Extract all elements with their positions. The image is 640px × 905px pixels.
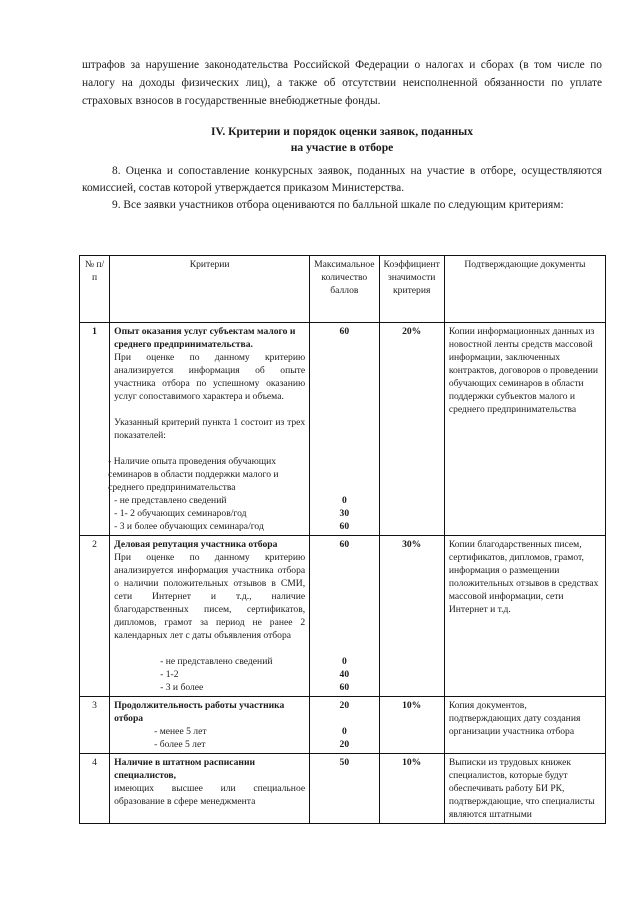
- intro-paragraph: штрафов за нарушение законодательства Российской Федерации о налогах и сборах (в том числе по налогу на доходы физических лиц), а также об отсутствии неисполненной обязанности по уплате страховых взносов в государственные внебюджетные фонды.: [82, 59, 602, 107]
- criteria-table: [79, 255, 606, 824]
- section-title-line-1: IV. Критерии и порядок оценки заявок, поданных: [210, 125, 474, 138]
- subcriterion: - Наличие опыта проведения обучающих семинаров в области поддержки малого и среднего предпринимательства: [108, 456, 279, 493]
- row-coefficient: 20%: [379, 323, 444, 536]
- level-score: 0: [341, 495, 347, 506]
- paragraph-8-text: 8. Оценка и сопоставление конкурсных заявок, поданных на участие в отборе, осуществляются комиссией, состав которой утверждается приказом Министерства.: [82, 165, 602, 194]
- row-max-score: [310, 536, 379, 697]
- table-row: [80, 323, 606, 536]
- row-max-score: [310, 697, 379, 754]
- paragraph-9-text: 9. Все заявки участников отбора оцениваются по балльной шкале по следующим критериям:: [112, 199, 564, 211]
- header-criteria: Критерии: [110, 256, 310, 323]
- level-score: 60: [339, 521, 350, 532]
- table-row: [80, 536, 606, 697]
- section-title-line-2: на участие в отборе: [290, 141, 394, 154]
- row-criteria: [110, 536, 310, 697]
- row-number: 2: [80, 536, 110, 697]
- criterion-title: Деловая репутация участника отбора: [114, 539, 278, 550]
- row-number: 4: [80, 754, 110, 824]
- table-row: [80, 697, 606, 754]
- row-coefficient: 10%: [379, 697, 444, 754]
- level-item: - менее 5 лет: [154, 726, 207, 737]
- level-item: - более 5 лет: [154, 739, 206, 750]
- level-item: - 1-2: [160, 669, 179, 680]
- header-documents: Подтверждающие документы: [444, 256, 605, 323]
- table-header-row: [80, 256, 606, 323]
- row-documents: Копия документов, подтверждающих дату создания организации участника отбора: [444, 697, 605, 754]
- row-documents: Копии благодарственных писем, сертификатов, дипломов, грамот, информация о размещении положительных отзывов в средствах массовой информации, сети Интернет и т.д.: [444, 536, 605, 697]
- criterion-title: Опыт оказания услуг субъектам малого и среднего предпринимательства.: [114, 326, 296, 350]
- paragraph-8: [82, 163, 602, 197]
- criterion-description: имеющих высшее или специальное образование в сфере менеджмента: [114, 783, 306, 807]
- row-criteria: [110, 697, 310, 754]
- section-title: [82, 124, 602, 156]
- level-score: 20: [339, 739, 350, 750]
- row-criteria: [110, 323, 310, 536]
- row-max-score: [310, 323, 379, 536]
- max-score-value: 60: [339, 539, 350, 550]
- header-coefficient: Коэффициент значимости критерия: [379, 256, 444, 323]
- row-documents: Копии информационных данных из новостной ленты средств массовой информации, заключенных контрактов, договоров о проведении обучающих семинаров в области поддержки субъектов малого и среднего предпринимательства: [444, 323, 605, 536]
- row-coefficient: 10%: [379, 754, 444, 824]
- criterion-description: При оценке по данному критерию анализируется информация об опыте участника отбора по успешному оказанию услуг сопоставимого характера и объема.: [114, 352, 306, 402]
- max-score-value: 60: [339, 326, 350, 337]
- level-score: 0: [341, 726, 347, 737]
- level-score: 60: [339, 682, 350, 693]
- header-num: № п/п: [80, 256, 110, 323]
- row-number: 1: [80, 323, 110, 536]
- row-documents: Выписки из трудовых книжек специалистов, которые будут обеспечивать работу БИ РК, подтверждающие, что специалисты являются штатными: [444, 754, 605, 824]
- criterion-title: Продолжительность работы участника отбора: [114, 700, 285, 724]
- level-item: - 1- 2 обучающих семинаров/год: [114, 508, 247, 519]
- criterion-note: Указанный критерий пункта 1 состоит из трех показателей:: [114, 417, 306, 441]
- row-coefficient: 30%: [379, 536, 444, 697]
- max-score-value: 20: [339, 700, 350, 711]
- level-item: - не представлено сведений: [160, 656, 273, 667]
- criterion-description: При оценке по данному критерию анализируется информация участника отбора о наличии положительных отзывов в СМИ, сети Интернет и т.д., наличие благодарственных писем, сертификатов, дипломов, грамот за период не ранее 2 календарных лет с даты объявления отбора: [114, 552, 306, 641]
- paragraph-9: [82, 197, 602, 214]
- level-score: 0: [341, 656, 347, 667]
- level-score: 30: [339, 508, 350, 519]
- criterion-title: Наличие в штатном расписании специалистов,: [114, 757, 256, 781]
- table-row: [80, 754, 606, 824]
- level-item: - 3 и более: [160, 682, 204, 693]
- header-max-score: Максимальное количество баллов: [310, 256, 379, 323]
- row-number: 3: [80, 697, 110, 754]
- level-item: - не представлено сведений: [114, 495, 227, 506]
- level-item: - 3 и более обучающих семинара/год: [114, 521, 264, 532]
- row-max-score: 50: [310, 754, 379, 824]
- row-criteria: [110, 754, 310, 824]
- level-score: 40: [339, 669, 350, 680]
